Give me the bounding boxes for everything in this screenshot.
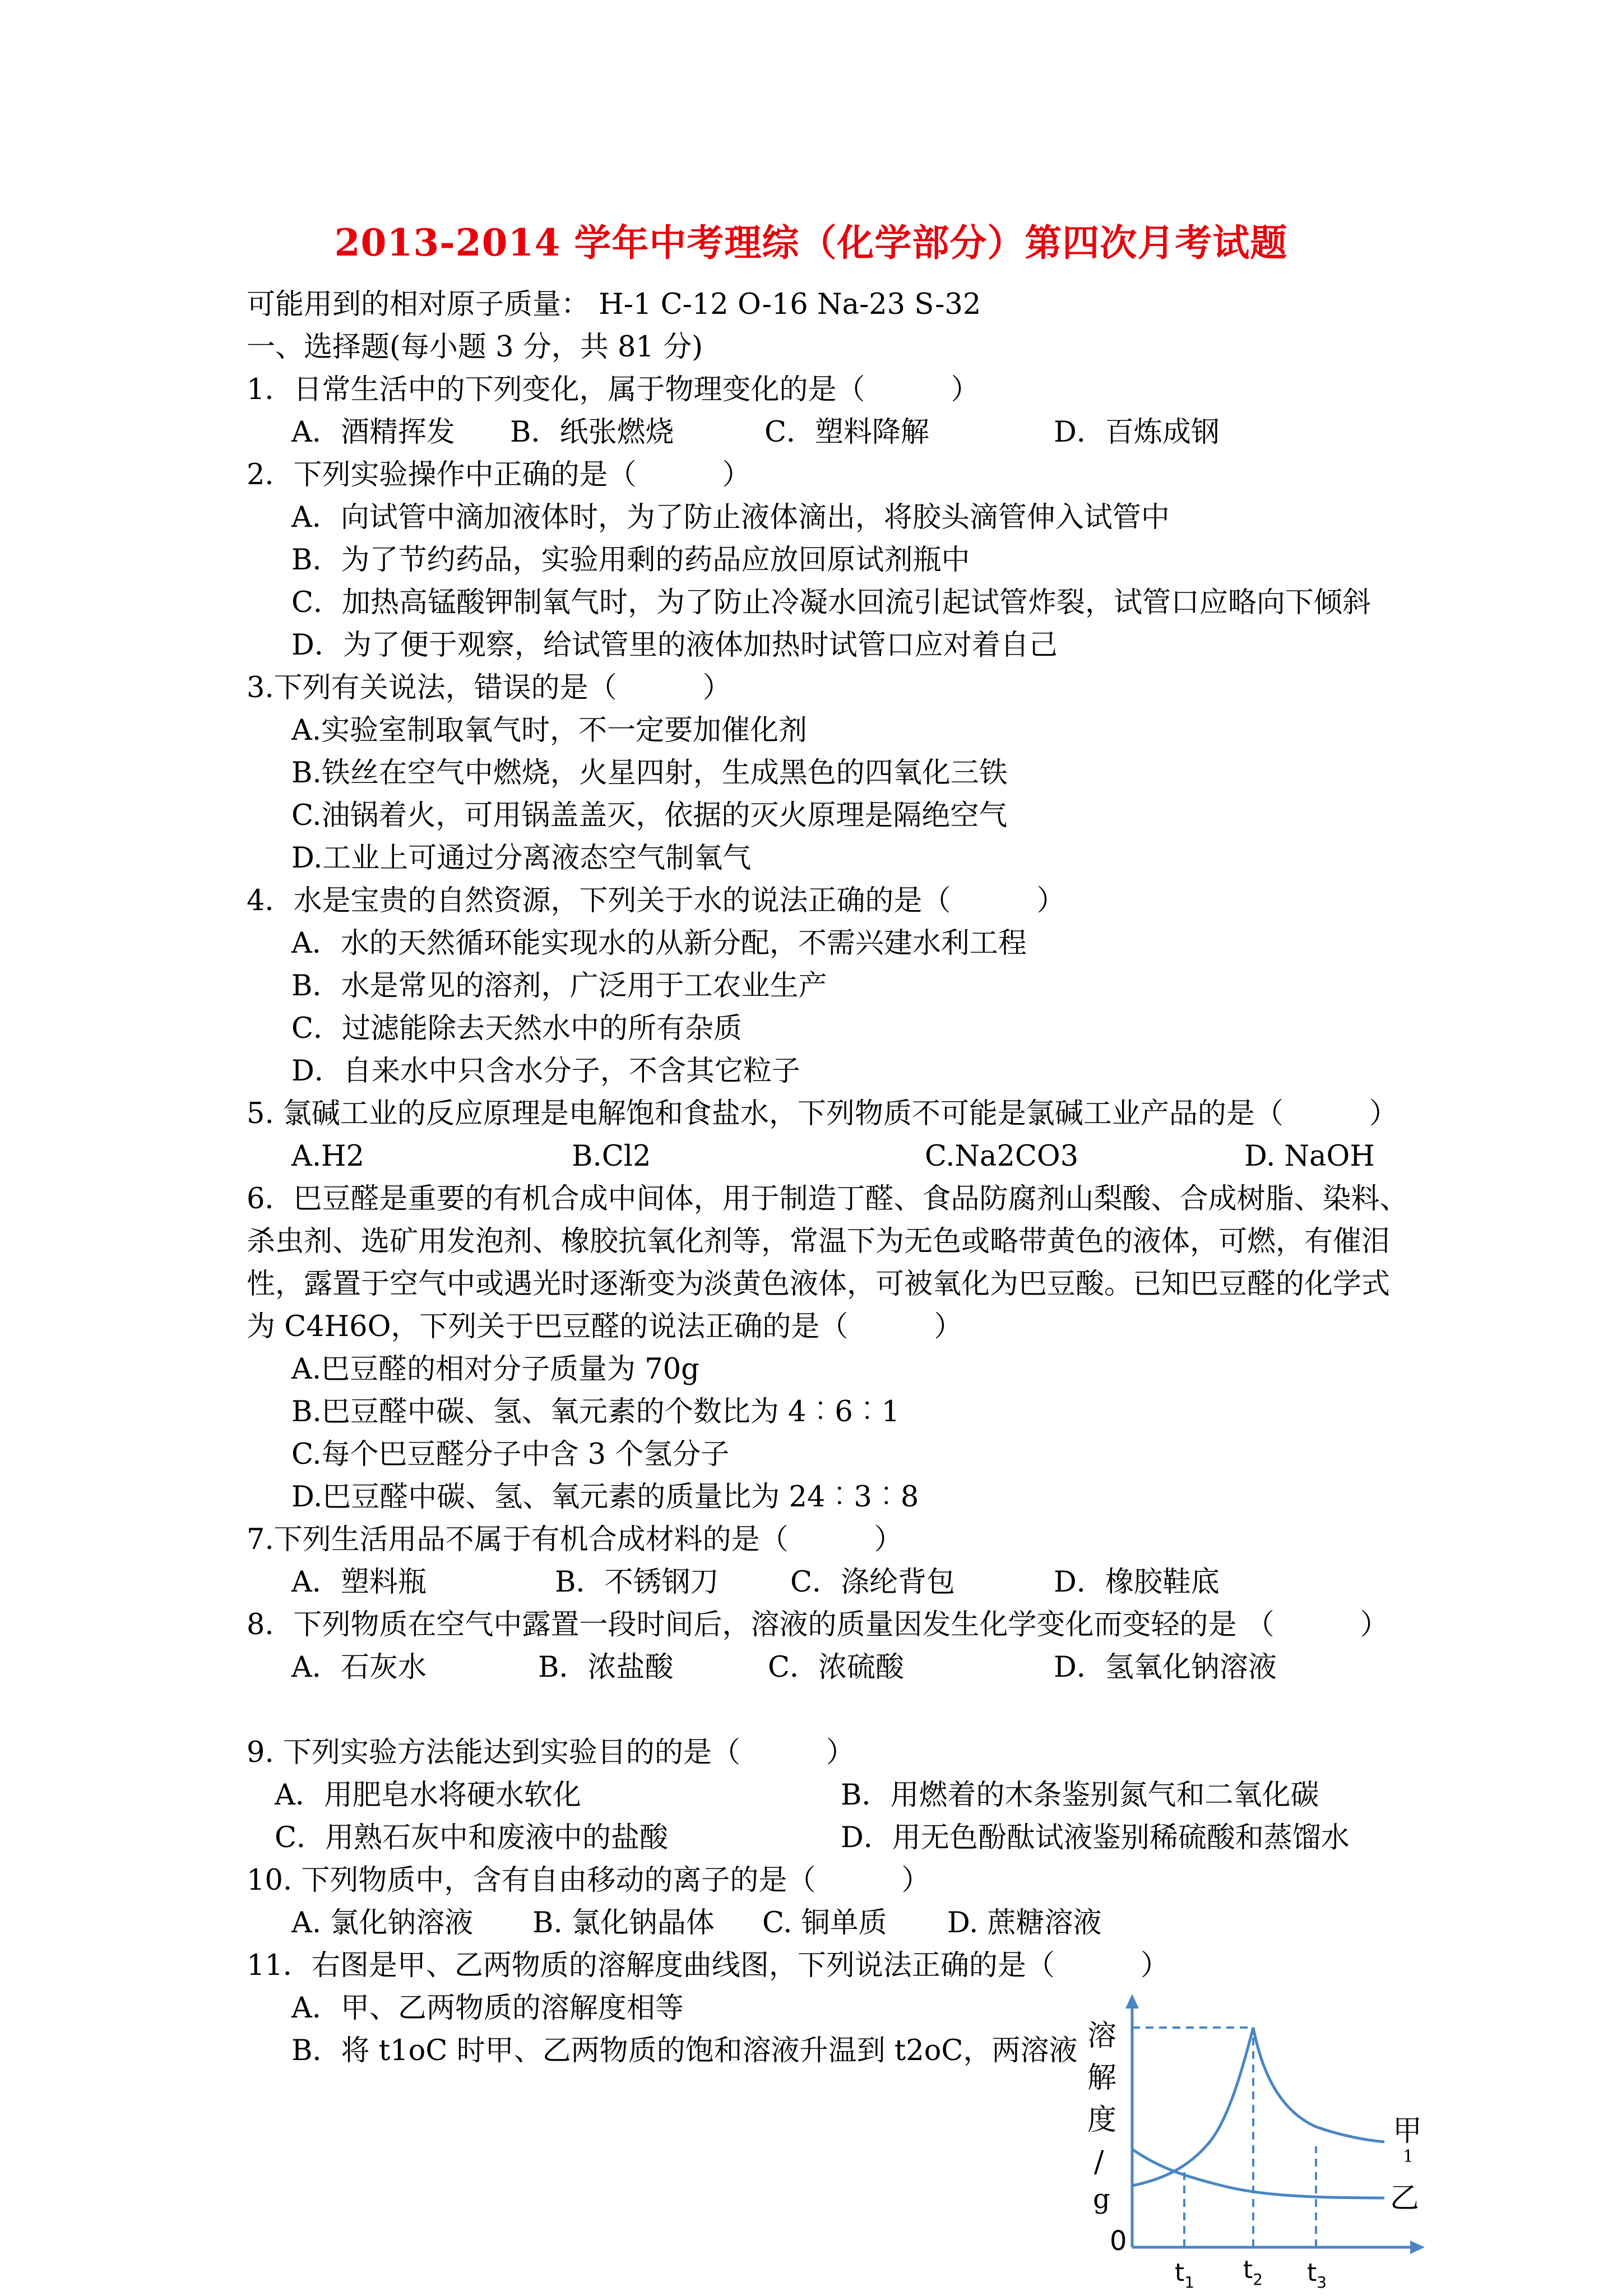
y-axis-arrow — [1125, 1994, 1139, 2009]
question-9-option-c: C．用熟石灰中和废液中的盐酸 — [275, 1821, 669, 1854]
question-2-option-c: C．加热高锰酸钾制氧气时，为了防止冷凝水回流引起试管炸裂，试管口应略向下倾斜 — [291, 586, 1371, 619]
question-8-stem: 8．下列物质在空气中露置一段时间后，溶液的质量因发生化学变化而变轻的是 （ ） — [247, 1608, 1389, 1641]
question-8-option-c: C．浓硫酸 — [768, 1651, 905, 1684]
question-9-stem: 9. 下列实验方法能达到实验目的的是（ ） — [247, 1736, 855, 1769]
curve-label-jia: 甲 — [1393, 2114, 1422, 2148]
ylabel-char-1: 溶 — [1087, 2019, 1117, 2053]
x-tick-t3: $t_3$ — [1307, 2258, 1327, 2292]
question-1-option-a: A．酒精挥发 — [291, 416, 455, 449]
question-2-option-a: A．向试管中滴加液体时，为了防止液体滴出，将胶头滴管伸入试管中 — [291, 501, 1170, 534]
page-number: 1 — [1403, 2147, 1414, 2167]
question-11-option-a: A．甲、乙两物质的溶解度相等 — [291, 1992, 684, 2025]
page-title: 2013-2014 学年中考理综（化学部分）第四次月考试题 — [334, 221, 1288, 265]
question-7-option-a: A．塑料瓶 — [291, 1566, 427, 1599]
question-10-option-c: C. 铜单质 — [762, 1907, 887, 1940]
question-10-option-a: A. 氯化钠溶液 — [291, 1907, 474, 1940]
question-9-option-a: A．用肥皂水将硬水软化 — [275, 1779, 581, 1812]
question-11-option-b: B．将 t1oC 时甲、乙两物质的饱和溶液升温到 t2oC，两溶液 — [291, 2034, 1078, 2067]
question-8-option-b: B．浓盐酸 — [538, 1651, 674, 1684]
question-4-option-b: B．水是常见的溶剂，广泛用于工农业生产 — [291, 970, 827, 1003]
question-6-line-4: 为 C4H6O，下列关于巴豆醛的说法正确的是（ ） — [247, 1310, 963, 1343]
section-heading: 一、选择题(每小题 3 分，共 81 分) — [247, 331, 703, 364]
question-5-option-d: D. NaOH — [1244, 1140, 1375, 1173]
question-10-option-b: B. 氯化钠晶体 — [532, 1907, 715, 1940]
question-1-stem: 1．日常生活中的下列变化，属于物理变化的是（ ） — [247, 373, 980, 406]
question-6-option-a: A.巴豆醛的相对分子质量为 70g — [291, 1353, 699, 1386]
origin-label: 0 — [1110, 2225, 1127, 2257]
question-6-option-c: C.每个巴豆醛分子中含 3 个氢分子 — [291, 1438, 730, 1471]
atomic-masses-line: 可能用到的相对原子质量： H-1 C-12 O-16 Na-23 S-32 — [247, 288, 981, 321]
solubility-curve-figure — [1076, 1984, 1435, 2294]
question-11-stem: 11．右图是甲、乙两物质的溶解度曲线图，下列说法正确的是（ ） — [247, 1949, 1169, 1982]
ylabel-char-3: 度 — [1087, 2103, 1117, 2137]
question-1-option-b: B．纸张燃烧 — [510, 416, 674, 449]
ylabel-char-4: / — [1094, 2145, 1104, 2179]
question-10-option-d: D. 蔗糖溶液 — [947, 1907, 1102, 1940]
ylabel-char-5: g — [1093, 2183, 1110, 2215]
x-tick-t2: $t_2$ — [1243, 2256, 1263, 2289]
question-7-option-b: B．不锈钢刀 — [555, 1566, 719, 1599]
question-8-option-d: D．氢氧化钠溶液 — [1054, 1651, 1277, 1684]
x-tick-t1: $t_1$ — [1175, 2258, 1195, 2292]
question-9-option-b: B．用燃着的木条鉴别氮气和二氧化碳 — [841, 1779, 1319, 1812]
question-10-stem: 10. 下列物质中，含有自由移动的离子的是（ ） — [247, 1864, 930, 1897]
question-3-option-b: B.铁丝在空气中燃烧，火星四射，生成黑色的四氧化三铁 — [291, 757, 1008, 790]
question-9-option-d: D．用无色酚酞试液鉴别稀硫酸和蒸馏水 — [841, 1821, 1350, 1854]
question-1-option-c: C．塑料降解 — [764, 416, 930, 449]
curve-label-yi: 乙 — [1390, 2182, 1420, 2215]
question-5-stem: 5. 氯碱工业的反应原理是电解饱和食盐水，下列物质不可能是氯碱工业产品的是（ ） — [247, 1097, 1398, 1130]
question-6-line-2: 杀虫剂、选矿用发泡剂、橡胶抗氧化剂等，常温下为无色或略带黄色的液体，可燃，有催泪 — [247, 1225, 1391, 1258]
question-4-stem: 4．水是宝贵的自然资源，下列关于水的说法正确的是（ ） — [247, 884, 1065, 917]
question-5-option-a: A.H2 — [291, 1140, 364, 1173]
question-4-option-c: C．过滤能除去天然水中的所有杂质 — [291, 1012, 743, 1045]
question-6-option-d: D.巴豆醛中碳、氢、氧元素的质量比为 24︰3︰8 — [291, 1481, 919, 1514]
question-3-option-d: D.工业上可通过分离液态空气制氧气 — [291, 842, 752, 875]
x-axis-arrow — [1410, 2241, 1425, 2254]
question-4-option-d: D．自来水中只含水分子，不含其它粒子 — [291, 1055, 800, 1088]
question-3-stem: 3.下列有关说法，错误的是（ ） — [247, 671, 731, 704]
question-3-option-a: A.实验室制取氧气时，不一定要加催化剂 — [291, 714, 808, 747]
question-6-line-3: 性，露置于空气中或遇光时逐渐变为淡黄色液体，可被氧化为巴豆酸。已知巴豆醛的化学式 — [247, 1268, 1391, 1301]
question-8-option-a: A．石灰水 — [291, 1651, 427, 1684]
question-7-option-c: C．涤纶背包 — [790, 1566, 956, 1599]
question-2-option-d: D．为了便于观察，给试管里的液体加热时试管口应对着自己 — [291, 629, 1058, 662]
question-7-stem: 7.下列生活用品不属于有机合成材料的是（ ） — [247, 1523, 903, 1556]
ylabel-char-2: 解 — [1087, 2061, 1117, 2095]
question-5-option-b: B.Cl2 — [572, 1140, 651, 1173]
question-1-option-d: D．百炼成钢 — [1054, 416, 1220, 449]
question-4-option-a: A．水的天然循环能实现水的从新分配，不需兴建水利工程 — [291, 927, 1027, 960]
question-6-option-b: B.巴豆醛中碳、氢、氧元素的个数比为 4︰6︰1 — [291, 1395, 900, 1428]
curve-jia — [1132, 2028, 1384, 2186]
question-6-line-1: 6．巴豆醛是重要的有机合成中间体，用于制造丁醛、食品防腐剂山梨酸、合成树脂、染料、 — [247, 1182, 1408, 1216]
question-3-option-c: C.油锅着火，可用锅盖盖灭，依据的灭火原理是隔绝空气 — [291, 799, 1008, 832]
question-5-option-c: C.Na2CO3 — [925, 1140, 1079, 1173]
question-7-option-d: D．橡胶鞋底 — [1054, 1566, 1220, 1599]
question-2-option-b: B．为了节约药品，实验用剩的药品应放回原试剂瓶中 — [291, 544, 970, 577]
question-2-stem: 2．下列实验操作中正确的是（ ） — [247, 458, 751, 491]
